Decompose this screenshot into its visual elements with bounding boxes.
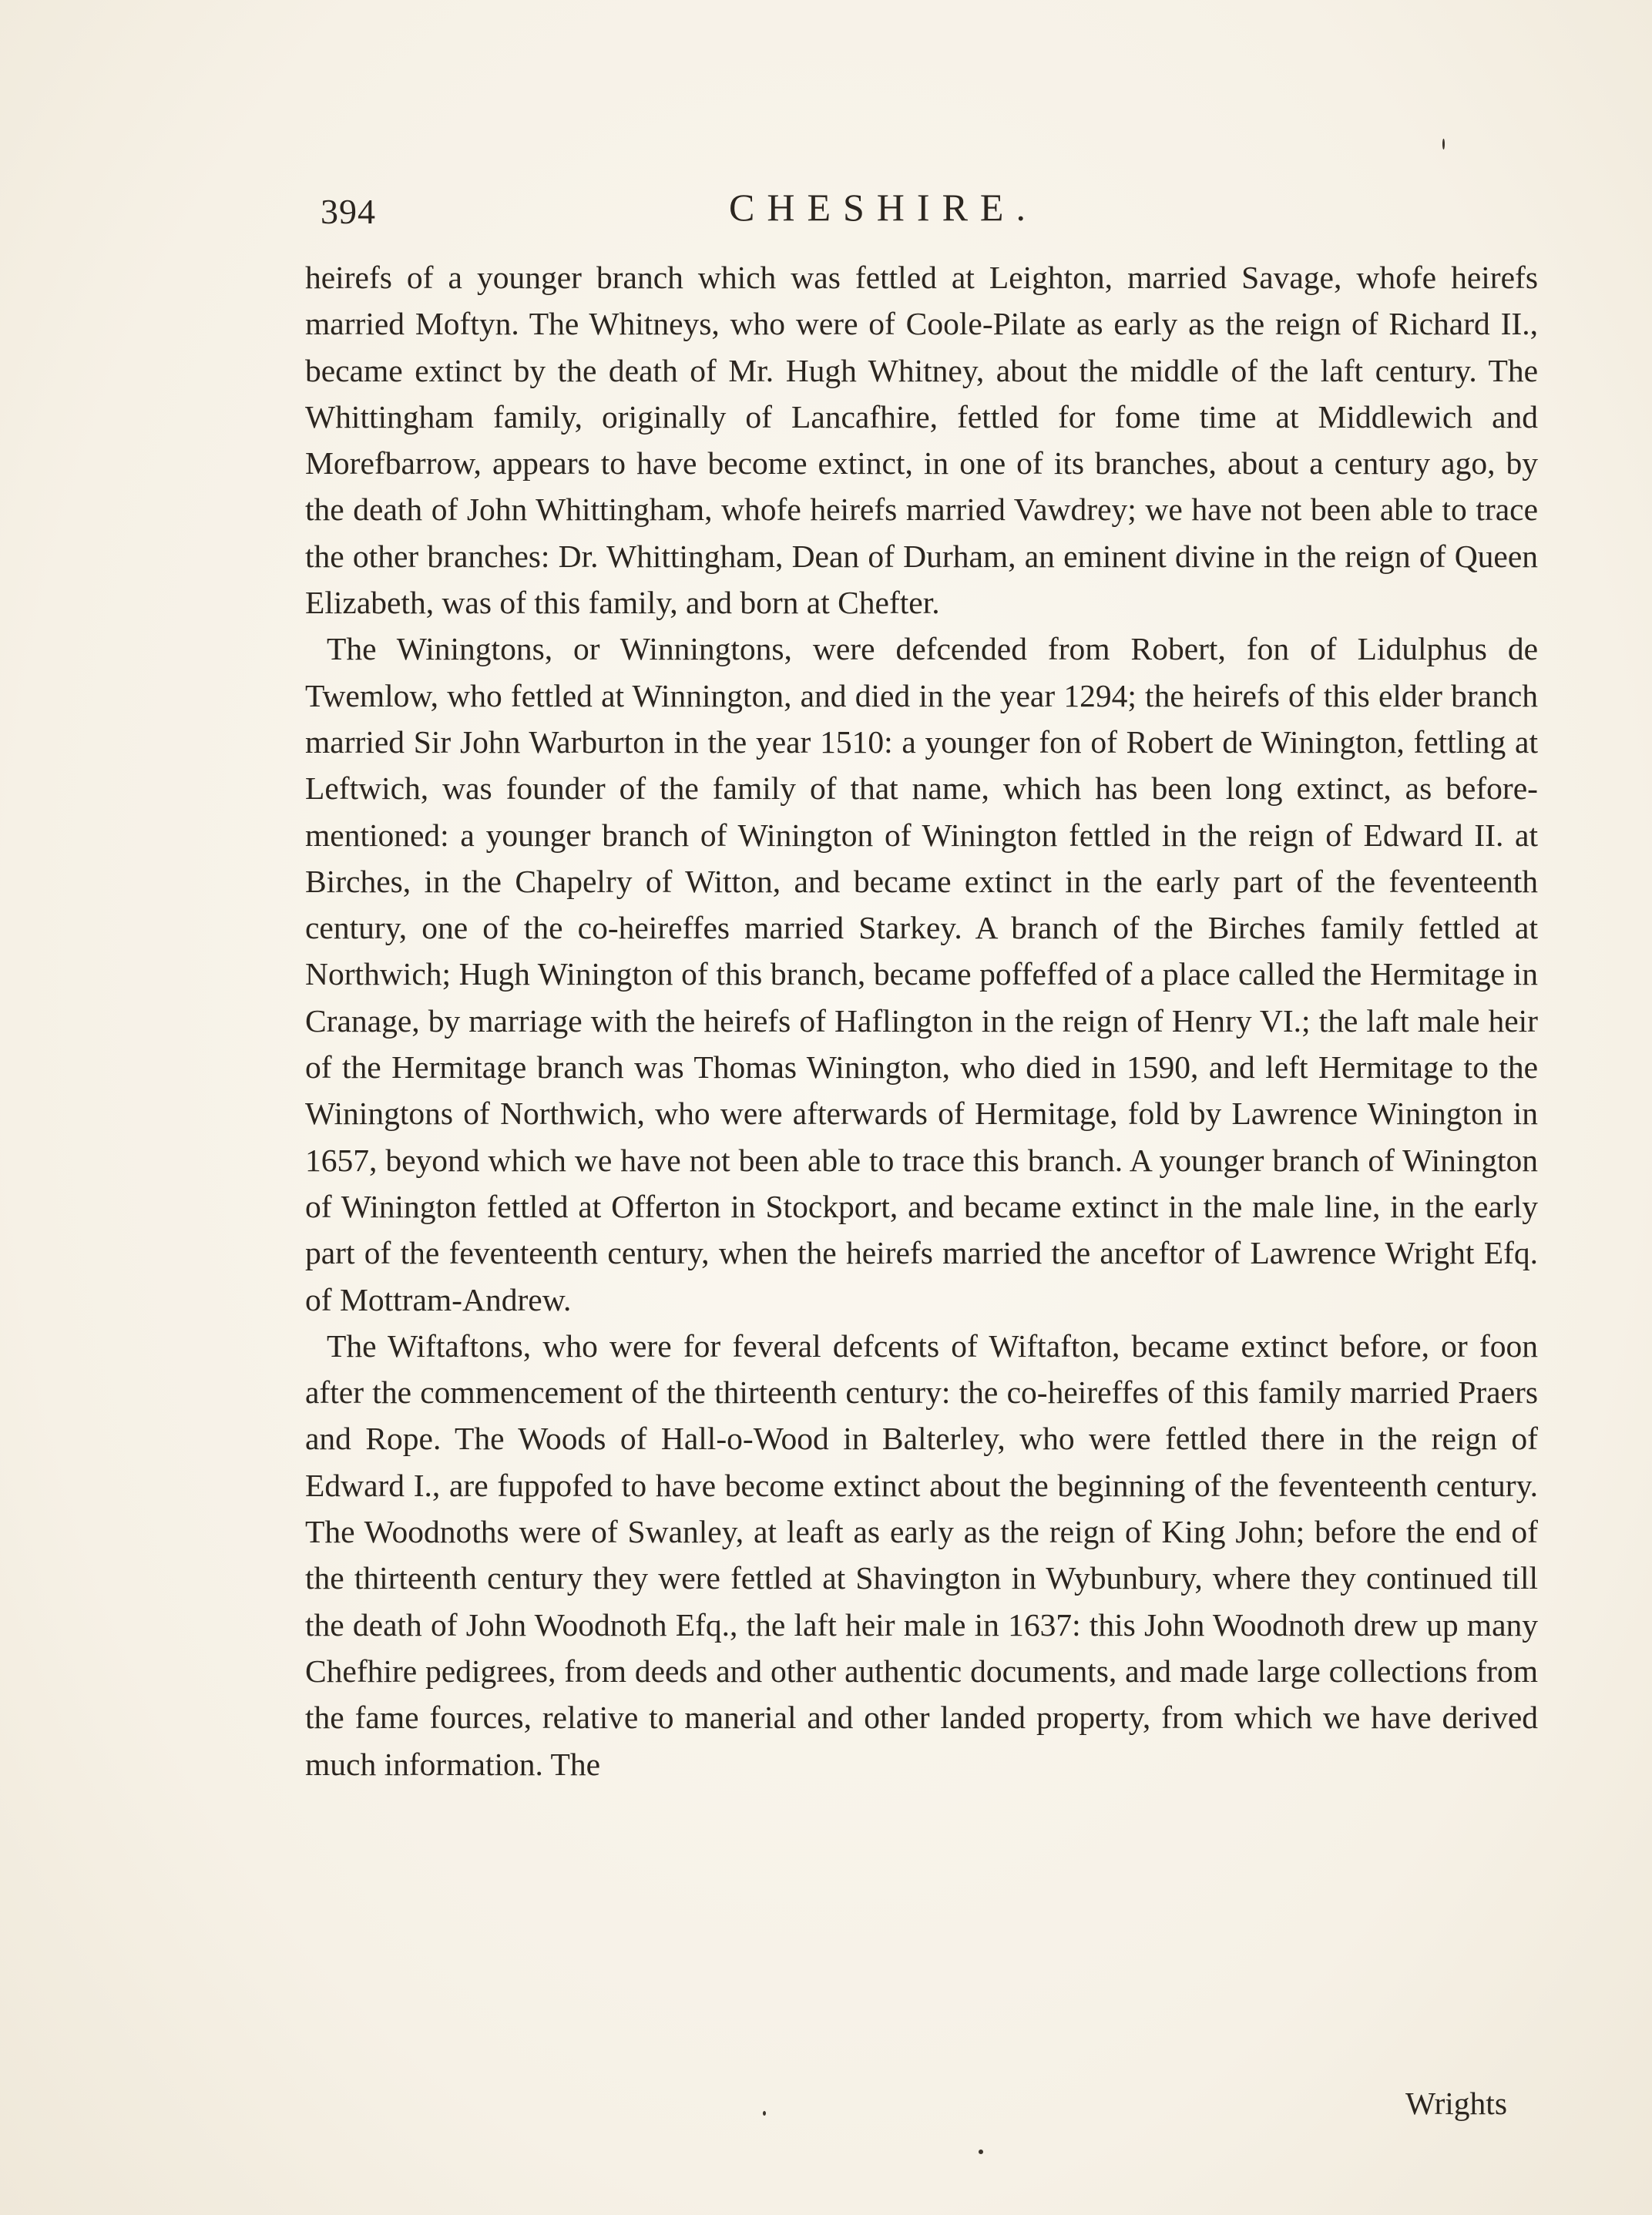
catchword: Wrights (1405, 2086, 1507, 2121)
paragraph-whitneys: heirefs of a younger branch which was fettled at Leighton, married Savage, whofe heirefs married Moftyn. The Whitneys, who were of Coole-Pilate as early as the reign of Richard II., became extinct by the death of Mr. Hugh Whitney, about the middle of the laft century. The Whittingham family, originally of Lancafhire, fettled for fome time at Middlewich and Morefbarrow, appears to have become extinct, in one of its branches, about a century ago, by the death of John Whittingham, whofe heirefs married Vawdrey; we have not been able to trace the other branches: Dr. Whittingham, Dean of Durham, an eminent divine in the reign of Queen Elizabeth, was of this family, and born at Chefter. (305, 260, 1538, 621)
body-text (305, 254, 1538, 1787)
paragraph-winingtons: The Winingtons, or Winningtons, were defcended from Robert, fon of Lidulphus de Twemlow, who fettled at Winnington, and died in the year 1294; the heirefs of this elder branch married Sir John Warburton in the year 1510: a younger fon of Robert de Winington, fettling at Leftwich, was founder of the family of that name, which has been long extinct, as before-mentioned: a younger branch of Winington of Winington fettled in the reign of Edward II. at Birches, in the Chapelry of Witton, and became extinct in the early part of the feventeenth century, one of the co-heireffes married Starkey. A branch of the Birches family fettled at Northwich; Hugh Winington of this branch, became poffeffed of a place called the Hermitage in Cranage, by marriage with the heirefs of Haflington in the reign of Henry VI.; the laft male heir of the Hermitage branch was Thomas Winington, who died in 1590, and left Hermitage to the Winingtons of Northwich, who were afterwards of Hermitage, fold by Lawrence Winington in 1657, beyond which we have not been able to trace this branch. A younger branch of Winington of Winington fettled at Offerton in Stockport, and became extinct in the male line, in the early part of the feventeenth century, when the heirefs married the anceftor of Lawrence Wright Efq. of Mottram-Andrew. (305, 631, 1538, 1317)
page-header (321, 185, 1538, 239)
ink-speck (979, 2150, 983, 2154)
running-head: CHESHIRE. (729, 186, 1038, 229)
page-number: 394 (321, 192, 376, 231)
ink-speck (763, 2111, 766, 2116)
paragraph-wiftaftons: The Wiftaftons, who were for feveral defcents of Wiftafton, became extinct before, or foon after the commencement of the thirteenth century: the co-heireffes of this family married Praers and Rope. The Woods of Hall-o-Wood in Balterley, who were fettled there in the reign of Edward I., are fuppofed to have become extinct about the beginning of the feventeenth century. The Woodnoths were of Swanley, at leaft as early as the reign of King John; before the end of the thirteenth century they were fettled at Shavington in Wybunbury, where they continued till the death of John Woodnoth Efq., the laft heir male in 1637: this John Woodnoth drew up many Chefhire pedigrees, from deeds and other authentic documents, and made large collections from the fame fources, relative to manerial and other landed property, from which we have derived much information. The (305, 1327, 1538, 1782)
ink-speck (1442, 139, 1445, 149)
